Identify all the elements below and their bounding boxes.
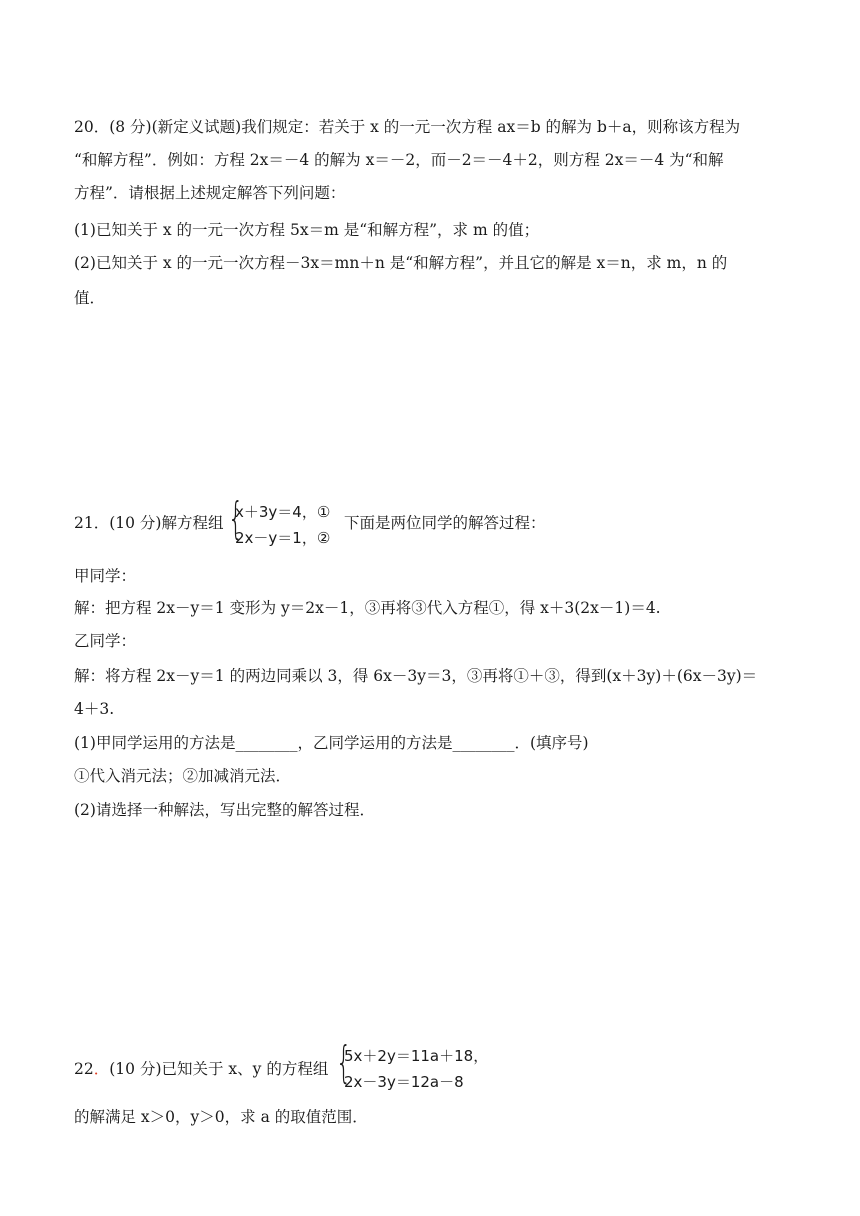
q20-part-1: (1)已知关于 x 的一元一次方程 5x＝m 是“和解方程”，求 m 的值； <box>74 221 540 239</box>
q21-student-jia-solution: 解：把方程 2x－y＝1 变形为 y＝2x－1，③再将③代入方程①，得 x＋3(2x－1)＝4. <box>74 599 661 617</box>
q22-line-2: 的解满足 x＞0，y＞0，求 a 的取值范围． <box>74 1108 368 1126</box>
q20-part-2: (2)已知关于 x 的一元一次方程－3x＝mn＋n 是“和解方程”，并且它的解是 x＝n，求 m，n 的 <box>74 254 728 272</box>
q21-equation-1: x＋3y＝4，① <box>235 503 331 521</box>
q21-student-yi-solution-2: 4＋3. <box>74 700 115 718</box>
q21-equation-system <box>228 493 348 549</box>
q22-line-1 <box>74 1058 328 1080</box>
q21-part-2: (2)请选择一种解法，写出完整的解答过程． <box>74 801 375 819</box>
left-brace-icon: { <box>336 1037 352 1088</box>
q22-number: 22 <box>74 1060 94 1078</box>
q22-dot: ． <box>93 1060 110 1078</box>
q22-equation-1: 5x＋2y＝11a＋18， <box>344 1047 489 1065</box>
q21-student-yi-solution-1: 解：将方程 2x－y＝1 的两边同乘以 3，得 6x－3y＝3，③再将①＋③，得到(x＋3y)＋(6x－3y)＝ <box>74 667 758 685</box>
q21-suffix: 下面是两位同学的解答过程： <box>344 514 546 532</box>
q21-equation-2: 2x－y＝1，② <box>235 529 331 547</box>
q21-options: ①代入消元法；②加减消元法． <box>74 767 292 785</box>
q20-line-6: 值． <box>74 289 106 307</box>
q22-equation-system <box>336 1037 516 1093</box>
left-brace-icon: { <box>228 493 244 544</box>
q21-part-1: (1)甲同学运用的方法是________，乙同学运用的方法是________．(填序号) <box>74 734 589 752</box>
q20-line-1: 20．(8 分)(新定义试题)我们规定：若关于 x 的一元一次方程 ax＝b 的解为 b＋a，则称该方程为 <box>74 118 741 136</box>
q22-equation-2: 2x－3y＝12a－8 <box>344 1073 464 1091</box>
q20-line-2: “和解方程”．例如：方程 2x＝－4 的解为 x＝－2，而－2＝－4＋2，则方程 2x＝－4 为“和解 <box>74 151 724 169</box>
q21-student-yi-label: 乙同学： <box>74 632 137 650</box>
q21-prefix: 21．(10 分)解方程组 <box>74 514 224 532</box>
q20-line-3: 方程”．请根据上述规定解答下列问题： <box>74 184 346 202</box>
q21-student-jia-label: 甲同学： <box>74 567 137 585</box>
q22-prefix: (10 分)已知关于 x、y 的方程组 <box>109 1060 329 1078</box>
